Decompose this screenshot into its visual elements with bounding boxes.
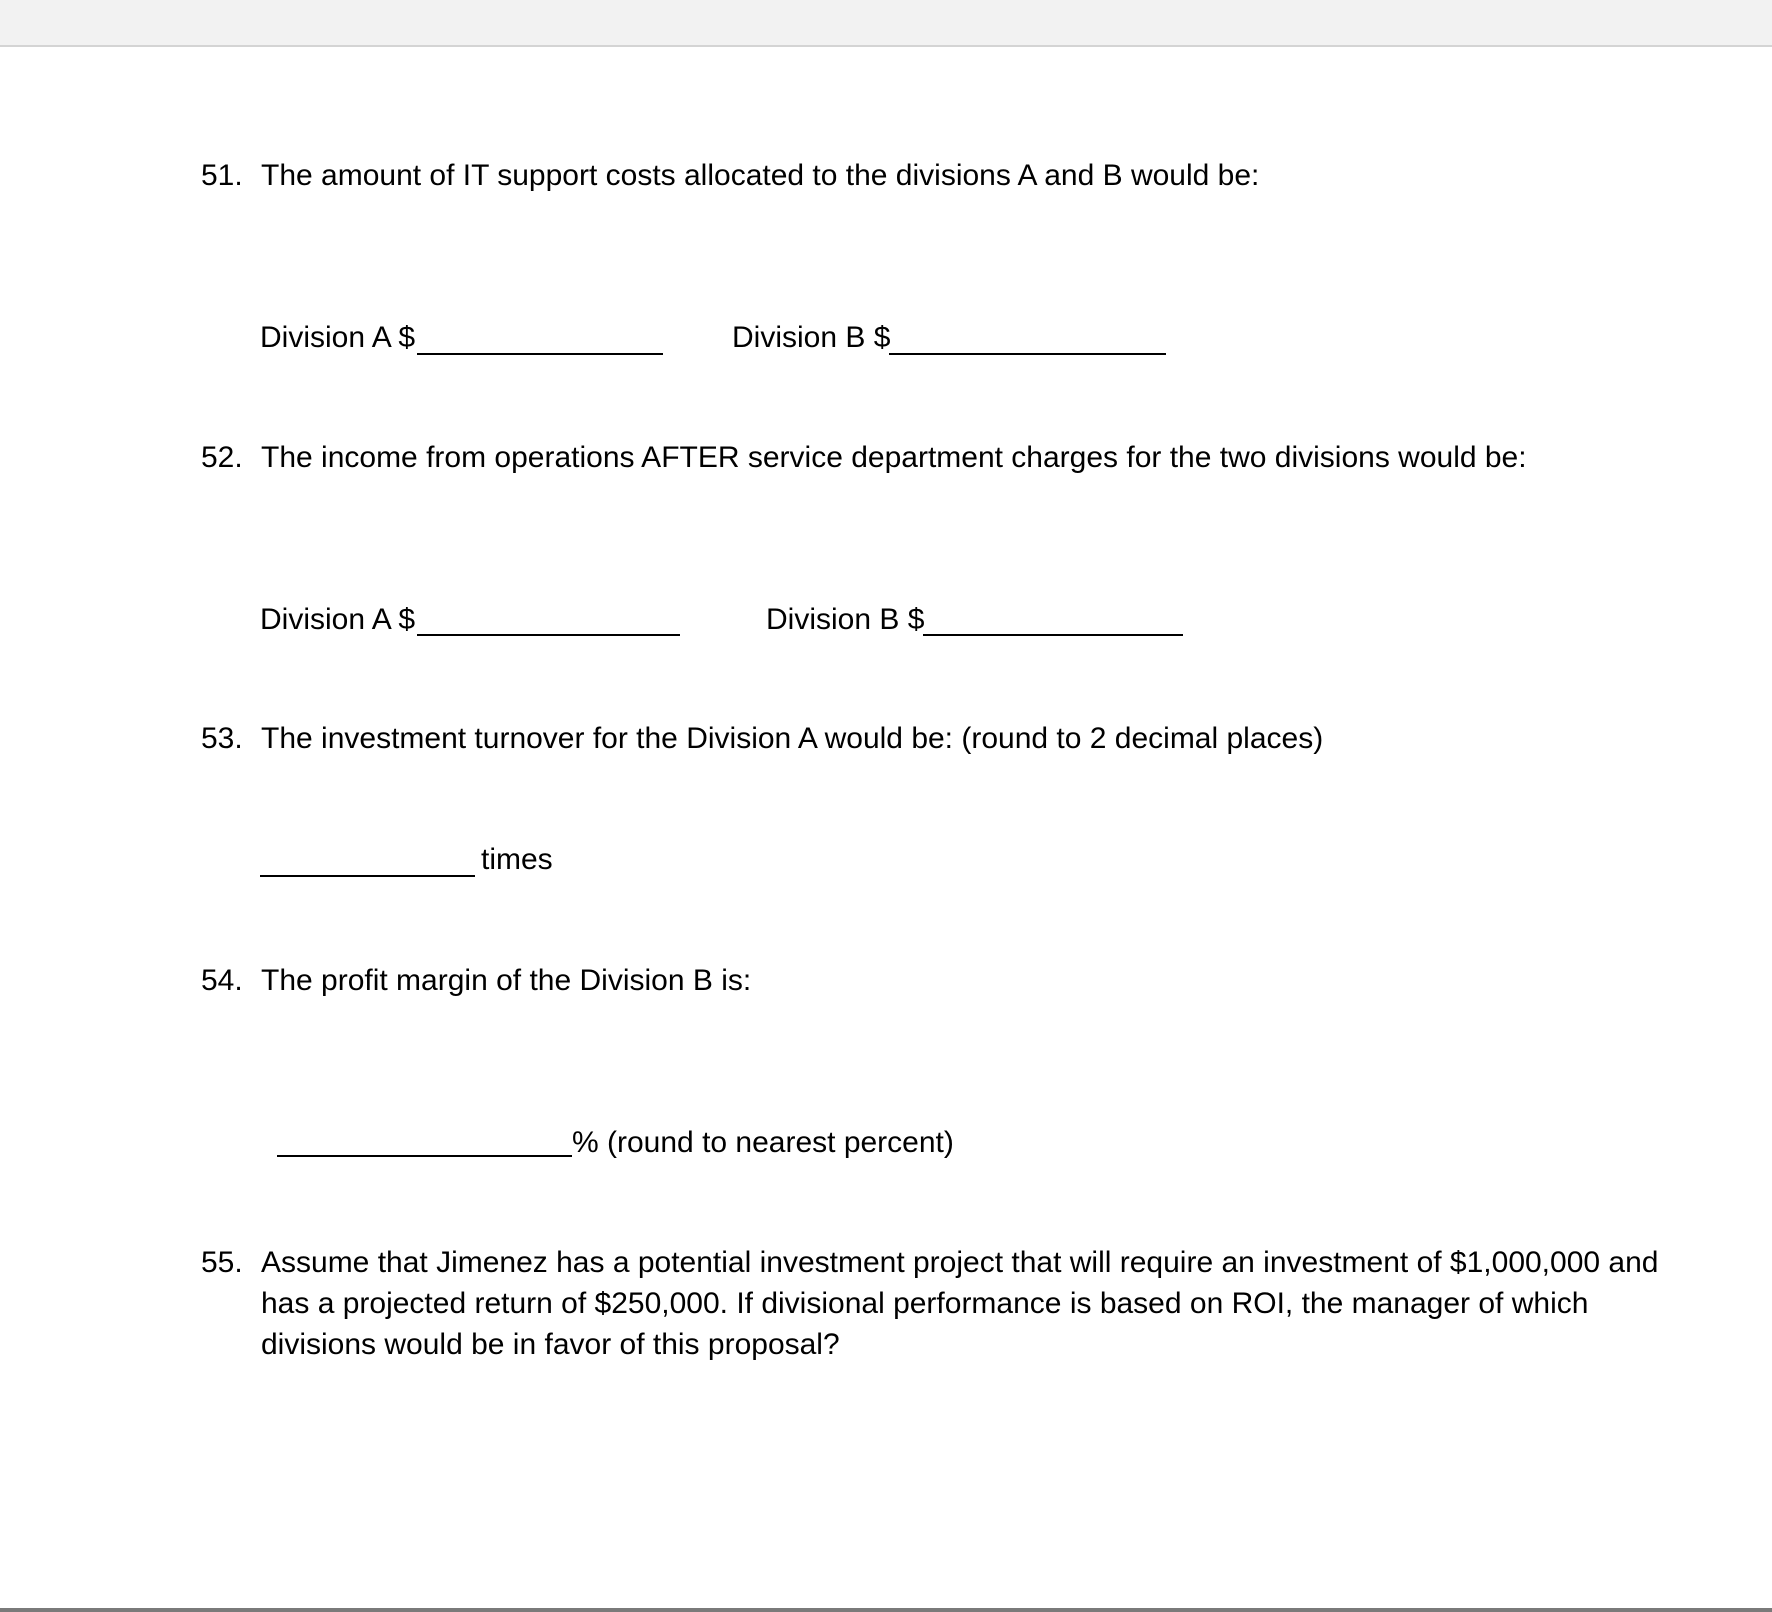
question-number: 54. — [201, 964, 243, 997]
q53-answer-blank[interactable] — [260, 875, 475, 877]
q51-division-b-answer-blank[interactable] — [889, 353, 1166, 355]
q52-division-b-answer-blank[interactable] — [923, 634, 1183, 636]
question-text: The amount of IT support costs allocated to the divisions A and B would be: — [261, 159, 1260, 192]
q52-division-b-label: Division B $ — [766, 603, 925, 636]
q52-division-a-label: Division A $ — [260, 603, 416, 636]
q51-division-b-label: Division B $ — [732, 321, 891, 354]
q53-unit-label: times — [481, 843, 553, 876]
question-number: 55. — [201, 1246, 243, 1279]
question-number: 53. — [201, 722, 243, 755]
question-text: Assume that Jimenez has a potential investment project that will require an investment of $1,000,000 and has a projected return of $250,000. If divisional performance is based on ROI, the manager of which divisions would be in favor of this proposal? — [261, 1246, 1659, 1361]
q54-suffix-label: % (round to nearest percent) — [572, 1126, 954, 1159]
q51-division-a-label: Division A $ — [260, 321, 416, 354]
page-bottom-edge — [0, 1608, 1772, 1612]
question-text: The income from operations AFTER service department charges for the two divisions would be: — [261, 441, 1527, 474]
question-text: The investment turnover for the Division A would be: (round to 2 decimal places) — [261, 722, 1324, 755]
q52-division-a-answer-blank[interactable] — [417, 634, 680, 636]
question-number: 51. — [201, 159, 243, 192]
question-text: The profit margin of the Division B is: — [261, 964, 752, 997]
q54-answer-blank[interactable] — [277, 1155, 572, 1157]
q51-division-a-answer-blank[interactable] — [417, 353, 663, 355]
question-number: 52. — [201, 441, 243, 474]
